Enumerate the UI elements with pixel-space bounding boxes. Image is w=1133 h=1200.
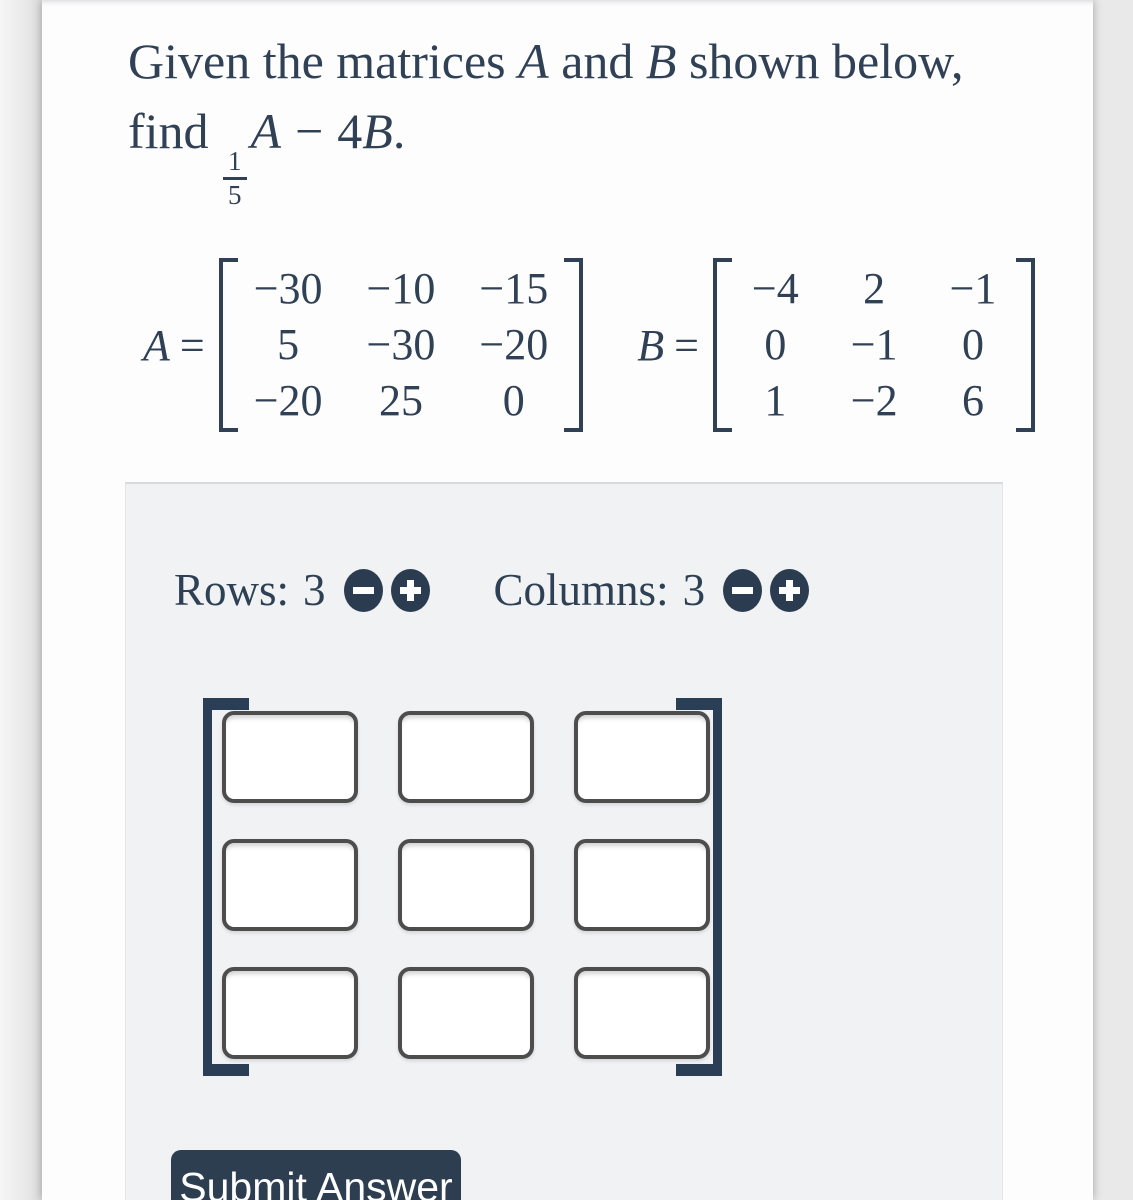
matrix-a-cell: −15: [479, 264, 549, 313]
question-coefficient-4: 4: [337, 103, 363, 159]
matrix-b-cell: 2: [863, 264, 886, 313]
answer-cell-r2c2[interactable]: [398, 839, 534, 931]
columns-increment-button[interactable]: [770, 569, 809, 612]
matrix-b-equals: =: [674, 320, 699, 370]
question-var-b: B: [645, 33, 677, 89]
matrix-a-cell: −30: [253, 264, 323, 313]
answer-cell-r2c1[interactable]: [222, 839, 358, 931]
matrix-a-cell: −20: [253, 376, 323, 425]
plus-icon: [770, 569, 809, 612]
problem-card: [42, 0, 1093, 1200]
matrix-a-left-bracket: [219, 258, 238, 432]
answer-grid: [222, 711, 710, 1059]
matrix-b-cell: −1: [949, 264, 997, 313]
matrix-a-cell: 5: [277, 320, 300, 369]
question-var-a: A: [518, 33, 549, 89]
question-line1-mid: and: [548, 33, 646, 89]
matrix-a-label: A: [143, 320, 170, 370]
matrix-b-cell: −1: [850, 320, 898, 369]
matrix-b-cell: 0: [764, 320, 787, 369]
matrix-a-cell: −20: [479, 320, 549, 369]
question-line1-pre: Given the matrices: [128, 33, 519, 89]
matrix-b-cell: −4: [751, 264, 799, 313]
matrix-a-equals: =: [179, 320, 205, 370]
dimension-controls: [174, 564, 1002, 616]
answer-matrix: [203, 698, 722, 1076]
question-line1-post: shown below,: [676, 33, 964, 89]
rows-decrement-button[interactable]: [344, 569, 383, 612]
matrix-b-right-bracket: [1016, 258, 1035, 432]
minus-icon: [723, 569, 762, 612]
question-line-1: [128, 26, 963, 96]
matrix-b: [637, 258, 1035, 432]
matrix-b-cell: 0: [961, 320, 984, 369]
matrix-a-cell: −10: [366, 264, 436, 313]
matrix-a-values: [238, 258, 564, 432]
matrix-b-cell: 1: [764, 376, 787, 425]
matrix-a-right-bracket: [564, 258, 583, 432]
rows-control: [174, 564, 430, 616]
rows-label: Rows:: [174, 565, 290, 615]
matrix-a-cell: 25: [378, 376, 423, 425]
question-text: [128, 26, 963, 211]
answer-cell-r1c1[interactable]: [222, 711, 358, 803]
rows-increment-button[interactable]: [391, 569, 430, 612]
matrix-a-cell: 0: [502, 376, 525, 425]
answer-panel: [125, 482, 1003, 1200]
matrix-b-cell: −2: [850, 376, 898, 425]
plus-icon: [391, 569, 430, 612]
answer-cell-r3c2[interactable]: [398, 967, 534, 1059]
fraction-numerator: 1: [223, 146, 247, 180]
question-line2-pre: find: [128, 103, 222, 159]
minus-icon: [344, 569, 383, 612]
matrix-b-left-bracket: [713, 258, 732, 432]
answer-right-bracket: [676, 698, 722, 1076]
question-term-a: A: [250, 103, 282, 159]
matrix-a-cell: −30: [366, 320, 436, 369]
submit-answer-button[interactable]: Submit Answer: [171, 1150, 461, 1200]
columns-label: Columns:: [493, 565, 669, 615]
columns-control: [494, 564, 810, 616]
rows-value: 3: [303, 565, 326, 615]
matrix-a: [143, 258, 583, 432]
answer-cell-r3c1[interactable]: [222, 967, 358, 1059]
columns-decrement-button[interactable]: [723, 569, 762, 612]
matrix-b-values: [732, 258, 1016, 432]
given-matrices: [143, 258, 1035, 432]
fraction-one-fifth: [223, 146, 247, 211]
question-period: .: [392, 103, 406, 159]
matrix-b-label: B: [637, 320, 665, 370]
question-line-2: [128, 96, 963, 211]
answer-cell-r1c2[interactable]: [398, 711, 534, 803]
fraction-denominator: 5: [228, 180, 242, 210]
columns-value: 3: [682, 565, 706, 615]
question-term-b: B: [362, 103, 393, 159]
matrix-b-cell: 6: [961, 376, 984, 425]
minus-operator: −: [295, 103, 324, 159]
